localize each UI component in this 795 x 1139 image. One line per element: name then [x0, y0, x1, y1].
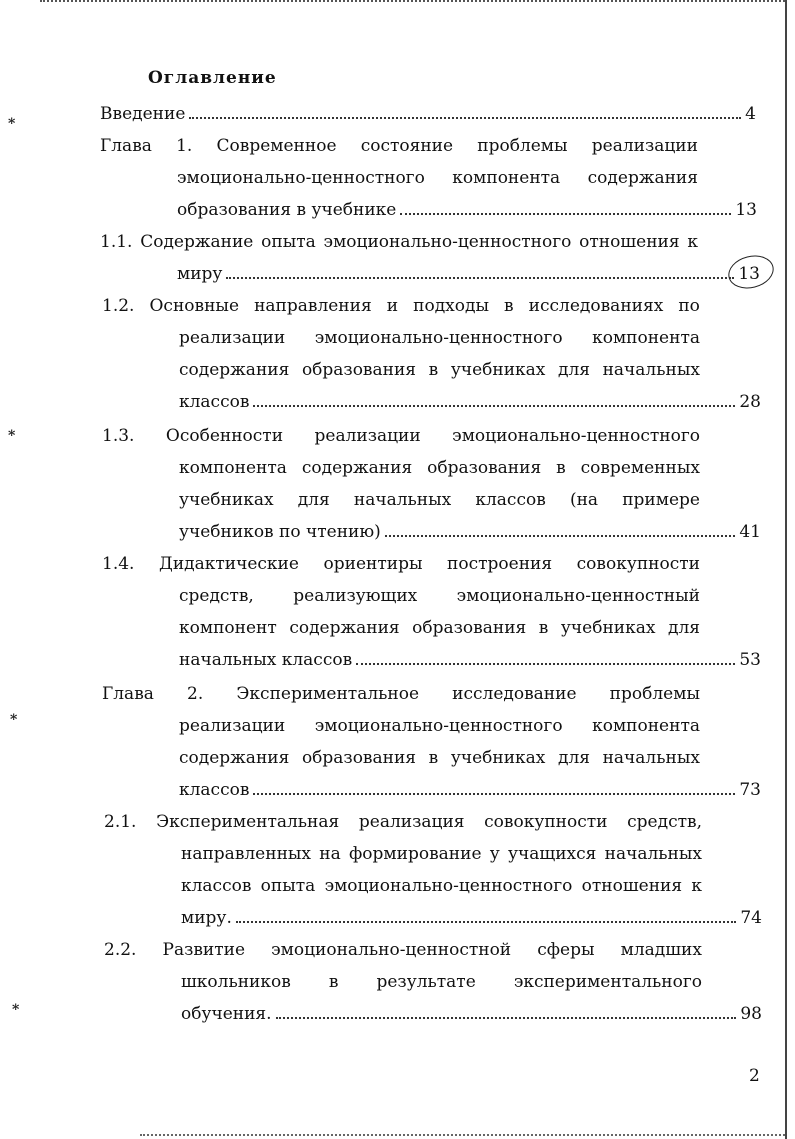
word: формирование — [349, 844, 482, 864]
word: отношения — [581, 876, 683, 896]
toc-entry[interactable] — [102, 420, 761, 548]
word: на — [319, 844, 341, 864]
toc-page-number: 4 — [745, 104, 756, 124]
word: 1.2. — [102, 296, 135, 316]
word: образования — [301, 748, 417, 768]
word: реализация — [358, 812, 465, 832]
word: 1. — [176, 136, 193, 156]
dot-leader — [236, 920, 737, 923]
word: Глава — [100, 136, 152, 156]
word: результате — [376, 972, 476, 992]
word: эмоционально-ценностного — [324, 876, 573, 896]
word: для — [557, 360, 590, 380]
word: в — [428, 360, 439, 380]
word: совокупности — [484, 812, 608, 832]
toc-entry[interactable] — [100, 98, 756, 130]
word: реализации — [591, 136, 698, 156]
toc-entry[interactable] — [104, 934, 762, 1030]
word: школьников — [181, 972, 291, 992]
word: классов — [475, 490, 546, 510]
word: содержания — [301, 458, 413, 478]
word: классов — [181, 876, 252, 896]
scan-border-top — [40, 0, 785, 14]
toc-entry-text — [102, 290, 700, 322]
word: эмоционально-ценностного — [323, 232, 572, 252]
toc-entry-text — [179, 742, 700, 774]
toc-entry[interactable] — [100, 130, 757, 226]
word: совокупности — [576, 554, 700, 574]
word: содержания — [289, 618, 400, 638]
word: реализующих — [293, 586, 418, 606]
word: и — [386, 296, 399, 316]
word: в — [504, 296, 514, 316]
word: эмоционально-ценностного — [177, 168, 425, 188]
dot-leader — [226, 276, 734, 279]
word: компонент — [179, 618, 277, 638]
toc-entry-text — [100, 226, 698, 258]
toc-page-number: 53 — [739, 650, 761, 670]
word: учебниках — [560, 618, 656, 638]
toc-entry-text — [181, 838, 702, 870]
toc-entry[interactable] — [102, 548, 761, 676]
word: в — [328, 972, 339, 992]
word: подходы — [413, 296, 489, 316]
word: у — [489, 844, 500, 864]
word: средств, — [627, 812, 702, 832]
word: Особенности — [165, 426, 284, 446]
toc-entry-text: миру. — [181, 908, 232, 928]
word: средств, — [179, 586, 254, 606]
toc-entry-text — [179, 580, 700, 612]
word: исследование — [452, 684, 577, 704]
word: содержания — [587, 168, 698, 188]
word: в — [538, 618, 549, 638]
binding-hole-mark: ⁎ — [10, 708, 18, 724]
toc-page-number: 28 — [739, 392, 761, 412]
word: Содержание — [140, 232, 254, 252]
word: реализации — [179, 716, 286, 736]
toc-title: Оглавление — [148, 68, 277, 88]
word: компонента — [592, 328, 700, 348]
scan-border-bottom — [140, 1134, 785, 1136]
toc-entry-text — [179, 354, 700, 386]
word: образования — [301, 360, 417, 380]
word: Основные — [149, 296, 240, 316]
toc-entry-text: миру — [177, 264, 223, 284]
word: построения — [447, 554, 553, 574]
toc-entry[interactable] — [100, 226, 760, 290]
word: компонента — [452, 168, 561, 188]
toc-entry-text — [179, 710, 700, 742]
toc-page-number: 98 — [740, 1004, 762, 1024]
word: начальных — [602, 360, 700, 380]
word: современных — [580, 458, 700, 478]
word: к — [687, 232, 698, 252]
word: 2.2. — [104, 940, 137, 960]
word: младших — [620, 940, 702, 960]
toc-entry-text — [104, 934, 702, 966]
word: Современное — [216, 136, 337, 156]
toc-page-number: 13 — [738, 264, 760, 284]
word: начальных — [604, 844, 702, 864]
word: для — [667, 618, 700, 638]
word: реализации — [314, 426, 421, 446]
scan-border-right — [785, 0, 787, 1139]
toc-entry-text — [102, 548, 700, 580]
toc-entry-text — [179, 484, 700, 516]
word: проблемы — [477, 136, 568, 156]
word: направления — [254, 296, 372, 316]
toc-entry-text — [181, 966, 702, 998]
binding-hole-mark: ⁎ — [8, 112, 16, 128]
word: в — [556, 458, 566, 478]
word: содержания — [179, 748, 290, 768]
word: состояние — [360, 136, 454, 156]
toc-entry-text: обучения. — [181, 1004, 272, 1024]
word: Дидактические — [159, 554, 299, 574]
word: отношения — [579, 232, 680, 252]
binding-hole-mark: ⁎ — [12, 998, 20, 1014]
toc-entry-text: учебников по чтению) — [179, 522, 381, 542]
word: Глава — [102, 684, 154, 704]
toc-entry-text: Введение — [100, 104, 186, 124]
word: 1.1. — [100, 232, 133, 252]
word: в — [428, 748, 439, 768]
word: примере — [622, 490, 700, 510]
dot-leader — [253, 404, 735, 407]
word: эмоционально-ценностного — [314, 716, 563, 736]
word: направленных — [181, 844, 312, 864]
word: образования — [412, 618, 527, 638]
dot-leader — [400, 212, 731, 215]
word: для — [557, 748, 590, 768]
word: компонента — [592, 716, 700, 736]
toc-entry[interactable] — [102, 290, 761, 418]
word: проблемы — [609, 684, 700, 704]
dot-leader — [385, 534, 736, 537]
dot-leader — [189, 116, 741, 119]
word: Экспериментальная — [156, 812, 340, 832]
word: ориентиры — [323, 554, 423, 574]
toc-entry-text — [102, 678, 700, 710]
toc-entry-text — [179, 612, 700, 644]
toc-entry-text — [179, 322, 700, 354]
word: опыта — [261, 232, 316, 252]
dot-leader — [356, 662, 735, 665]
word: реализации — [179, 328, 286, 348]
toc-entry-text: образования в учебнике — [177, 200, 397, 220]
word: эмоционально-ценностный — [456, 586, 700, 606]
word: учебниках — [179, 490, 274, 510]
toc-entry[interactable] — [104, 806, 762, 934]
word: опыта — [260, 876, 316, 896]
word: эмоционально-ценностного — [452, 426, 700, 446]
word: для — [297, 490, 330, 510]
toc-entry-text: классов — [179, 392, 250, 412]
binding-hole-mark: ⁎ — [8, 424, 16, 440]
toc-entry-text — [104, 806, 702, 838]
toc-entry-text — [177, 162, 698, 194]
toc-entry-text — [100, 130, 698, 162]
word: исследованиях — [528, 296, 664, 316]
toc-entry-text: классов — [179, 780, 250, 800]
word: (на — [569, 490, 599, 510]
word: экспериментального — [513, 972, 702, 992]
toc-page-number: 74 — [740, 908, 762, 928]
word: учебниках — [450, 748, 546, 768]
toc-entry[interactable] — [102, 678, 761, 806]
word: 2.1. — [104, 812, 137, 832]
word: учебниках — [450, 360, 546, 380]
toc-entry-text — [181, 870, 702, 902]
page-number: 2 — [749, 1066, 760, 1086]
word: сферы — [537, 940, 595, 960]
toc-page-number: 41 — [739, 522, 761, 542]
word: 1.4. — [102, 554, 135, 574]
toc-page-number: 13 — [735, 200, 757, 220]
word: учащихся — [508, 844, 597, 864]
word: Развитие — [162, 940, 246, 960]
dot-leader — [253, 792, 735, 795]
dot-leader — [276, 1016, 737, 1019]
toc-entry-text — [102, 420, 700, 452]
word: начальных — [602, 748, 700, 768]
word: образования — [427, 458, 542, 478]
word: эмоционально-ценностного — [314, 328, 563, 348]
word: содержания — [179, 360, 290, 380]
word: начальных — [353, 490, 452, 510]
toc-entry-text — [179, 452, 700, 484]
word: компонента — [179, 458, 287, 478]
word: 2. — [187, 684, 204, 704]
word: 1.3. — [102, 426, 135, 446]
word: к — [691, 876, 702, 896]
word: Экспериментальное — [236, 684, 420, 704]
word: эмоционально-ценностной — [271, 940, 512, 960]
toc-entry-text: начальных классов — [179, 650, 353, 670]
word: по — [678, 296, 700, 316]
toc-page-number: 73 — [739, 780, 761, 800]
